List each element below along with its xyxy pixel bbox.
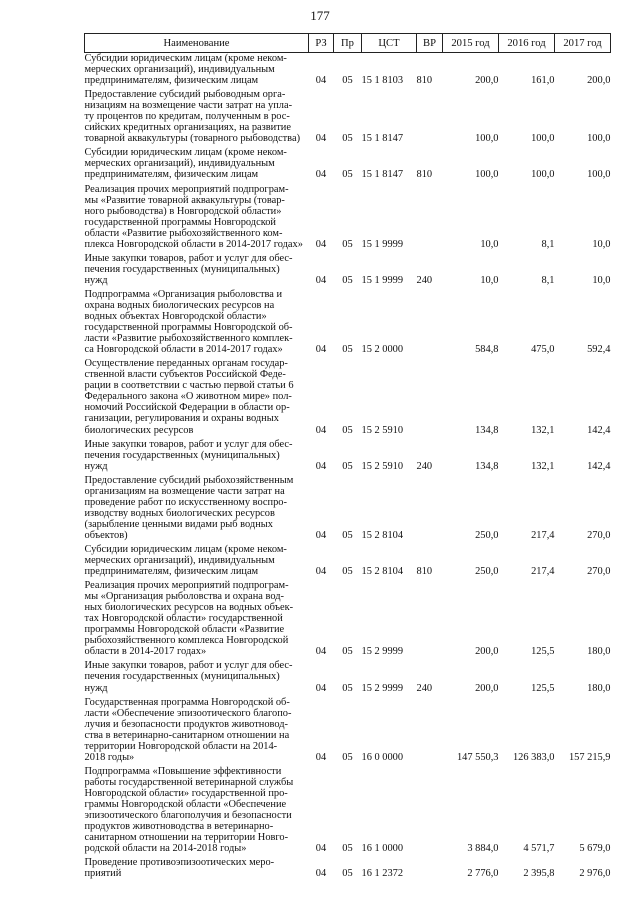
header-rz: РЗ [309, 34, 334, 53]
row-cst: 15 2 5910 [361, 460, 404, 472]
row-name-line: ту процентов по кредитам, полученным в рос- [84, 111, 290, 123]
row-name-line: са Новгородской области в 2014-2017 годах» [84, 344, 283, 356]
row-name-line: государственной программы Новгородской [84, 216, 276, 228]
row-2015: 2 776,0 [467, 868, 499, 880]
row-name-line: 2018 годы» [84, 751, 135, 763]
row-rz: 04 [315, 274, 327, 286]
row-name [85, 53, 309, 90]
row-2016: 4 571,7 [523, 843, 555, 855]
row-name-line: номочий Российской Федерации в области ор- [84, 402, 290, 414]
header-2017: 2017 год [555, 34, 611, 53]
row-2017: 10,0 [592, 238, 611, 250]
page-number: 177 [310, 8, 330, 23]
row-name-line: нужд [84, 682, 108, 694]
table-row [85, 544, 611, 580]
row-pr: 05 [342, 274, 353, 286]
row-name-line: объектов) [84, 529, 128, 541]
row-cst: 15 1 8147 [361, 169, 404, 181]
row-rz: 04 [315, 169, 327, 181]
row-2016: 8,1 [541, 274, 555, 286]
table-row [85, 358, 611, 438]
row-pr: 05 [342, 460, 353, 472]
row-vr [417, 358, 443, 438]
row-name-line: мерческих организаций), индивидуальным [84, 64, 275, 76]
row-2017: 142,4 [587, 424, 611, 436]
table-row [85, 660, 611, 696]
row-rz: 04 [315, 424, 327, 436]
row-cst: 15 1 9999 [361, 238, 404, 250]
table-row [85, 580, 611, 660]
row-name-line: мы «Развитие товарной аквакультуры (товар- [84, 194, 285, 206]
row-rz: 04 [315, 238, 327, 250]
row-pr: 05 [342, 566, 353, 578]
row-2016: 475,0 [531, 344, 555, 356]
row-rz: 04 [315, 344, 327, 356]
row-name-line: Иные закупки товаров, работ и услуг для обес- [84, 252, 293, 264]
row-name-line: мы «Организация рыболовства и охрана вод- [84, 591, 284, 603]
row-name-line: программы Новгородской области «Развитие [84, 624, 285, 636]
row-2017: 10,0 [592, 274, 611, 286]
row-name-line: ственной власти субъектов Российской Феде- [84, 369, 286, 381]
row-pr: 05 [342, 843, 353, 855]
row-cst: 16 0 0000 [361, 751, 404, 763]
row-2015: 100,0 [475, 169, 499, 181]
row-vr [417, 766, 443, 857]
row-pr: 05 [342, 751, 353, 763]
table-row [85, 766, 611, 857]
row-rz: 04 [315, 460, 327, 472]
row-pr: 05 [342, 133, 353, 145]
row-2017: 180,0 [587, 646, 611, 658]
header-vr: ВР [417, 34, 443, 53]
row-name-line: (зарыбление ценными видами рыб водных [84, 518, 273, 530]
row-vr [417, 289, 443, 358]
row-name-line: Подпрограмма «Повышение эффективности [84, 765, 282, 777]
row-2016: 217,4 [531, 529, 555, 541]
row-name-line: Подпрограмма «Организация рыболовства и [84, 288, 283, 300]
table-row [85, 147, 611, 183]
row-name [85, 89, 309, 147]
header-pr: Пр [334, 34, 362, 53]
row-name [85, 766, 309, 857]
row-rz: 04 [315, 133, 327, 145]
row-name-line: предпринимателям, физическим лицам [84, 169, 259, 181]
row-2015: 10,0 [480, 238, 499, 250]
row-2016: 100,0 [531, 133, 555, 145]
row-2015: 250,0 [475, 566, 499, 578]
row-vr [417, 184, 443, 253]
row-cst: 16 1 0000 [361, 843, 404, 855]
row-2017: 157 215,9 [568, 751, 611, 763]
row-2017: 592,4 [587, 344, 611, 356]
row-name-line: области «Развитие рыбохозяйственного ком- [84, 227, 283, 239]
row-cst: 15 2 0000 [361, 344, 404, 356]
row-name-line: нужд [84, 460, 108, 472]
row-name-line: Субсидии юридическим лицам (кроме неком- [84, 543, 287, 555]
row-name-line: рации в соответствии с частью первой статьи 6 [84, 380, 294, 392]
row-2016: 217,4 [531, 566, 555, 578]
row-name-line: ства в ветеринарно-санитарном отношении на [84, 729, 290, 741]
row-name [85, 289, 309, 358]
row-name [85, 475, 309, 544]
row-name-line: Субсидии юридическим лицам (кроме неком- [84, 147, 287, 159]
row-name-line: санитарном отношении на территории Новго- [84, 832, 289, 844]
row-name [85, 544, 309, 580]
row-name [85, 857, 309, 882]
row-2016: 132,1 [531, 460, 555, 472]
row-name-line: изводству водных биологических ресурсов [84, 507, 275, 519]
row-2015: 200,0 [475, 682, 499, 694]
table-row [85, 857, 611, 882]
row-name-line: сийских кредитных организациях, на развитие [84, 122, 291, 134]
budget-table [84, 33, 611, 882]
row-rz: 04 [315, 566, 327, 578]
row-name-line: родской области на 2014-2018 годы» [84, 843, 247, 855]
table-row [85, 89, 611, 147]
row-name-line: граммы Новгородской области «Обеспечение [84, 799, 287, 810]
header-name: Наименование [85, 34, 309, 53]
row-name-line: ласти «Развитие рыбохозяйственного комплек- [84, 333, 293, 345]
table-row [85, 289, 611, 358]
row-name-line: водных объектах Новгородской области» [84, 311, 267, 323]
row-pr: 05 [342, 646, 353, 658]
row-2015: 200,0 [475, 75, 499, 87]
row-name [85, 439, 309, 475]
row-pr: 05 [342, 75, 353, 87]
row-vr: 240 [416, 682, 433, 694]
row-name [85, 147, 309, 183]
row-2015: 3 884,0 [467, 843, 499, 855]
row-name-line: нужд [84, 274, 108, 286]
row-2016: 161,0 [531, 75, 555, 87]
row-2015: 200,0 [475, 646, 499, 658]
table-row [85, 439, 611, 475]
row-name-line: низациям на возмещение части затрат на упла- [84, 100, 293, 112]
row-name-line: печения государственных (муниципальных) [84, 263, 280, 275]
row-2017: 100,0 [587, 133, 611, 145]
table-row [85, 53, 611, 90]
row-2016: 125,5 [531, 646, 555, 658]
row-name-line: приятий [84, 868, 122, 880]
row-name-line: предпринимателям, физическим лицам [84, 566, 259, 578]
row-cst: 15 2 5910 [361, 424, 404, 436]
row-name-line: Предоставление субсидий рыбоводным орга- [84, 89, 286, 101]
row-vr [417, 580, 443, 660]
header-2016: 2016 год [499, 34, 555, 53]
row-2017: 142,4 [587, 460, 611, 472]
header-2015: 2015 год [443, 34, 499, 53]
row-pr: 05 [342, 682, 353, 694]
row-name [85, 697, 309, 766]
row-2017: 200,0 [587, 75, 611, 87]
row-2015: 134,8 [475, 460, 499, 472]
row-name-line: мерческих организаций), индивидуальным [84, 158, 275, 170]
row-name [85, 660, 309, 696]
row-cst: 15 2 8104 [361, 566, 404, 578]
row-vr [417, 89, 443, 147]
header-cst: ЦСТ [362, 34, 417, 53]
row-vr: 810 [416, 169, 433, 181]
row-vr: 810 [416, 566, 433, 578]
row-2015: 584,8 [475, 344, 499, 356]
row-rz: 04 [315, 843, 327, 855]
row-2017: 2 976,0 [579, 868, 611, 880]
table-row [85, 253, 611, 289]
row-2016: 2 395,8 [523, 868, 555, 880]
row-2017: 5 679,0 [579, 843, 611, 855]
row-name [85, 358, 309, 438]
row-pr: 05 [342, 424, 353, 436]
row-rz: 04 [315, 682, 327, 694]
row-name-line: Предоставление субсидий рыбохозяйственным [84, 474, 294, 486]
row-vr: 240 [416, 460, 433, 472]
row-2016: 126 383,0 [512, 751, 555, 763]
row-vr: 240 [416, 274, 433, 286]
row-pr: 05 [342, 238, 353, 250]
row-name-line: Новгородской области» государственной про- [84, 787, 288, 799]
row-2015: 10,0 [480, 274, 499, 286]
row-name [85, 253, 309, 289]
row-rz: 04 [315, 646, 327, 658]
table-row [85, 475, 611, 544]
row-2015: 250,0 [475, 529, 499, 541]
row-name-line: организациям на возмещение части затрат на [84, 485, 285, 497]
row-vr [417, 857, 443, 882]
row-name-line: проведение работ по искусственному воспро- [84, 496, 287, 508]
table-row [85, 697, 611, 766]
row-name-line: тах Новгородской области» государственной [84, 613, 283, 625]
row-name-line: рыбохозяйственного комплекса Новгородской [84, 635, 289, 647]
header-row [85, 34, 611, 53]
row-cst: 15 2 9999 [361, 646, 404, 658]
row-name-line: ганизации, регулирования и охраны водных [84, 413, 279, 425]
row-vr [417, 697, 443, 766]
row-vr [417, 475, 443, 544]
row-name-line: лучия и безопасности продуктов животновод- [84, 718, 288, 730]
row-pr: 05 [342, 344, 353, 356]
row-name-line: ных биологических ресурсов на водных объек- [84, 602, 294, 614]
row-name-line: охрана водных биологических ресурсов на [84, 299, 275, 311]
row-name-line: Иные закупки товаров, работ и услуг для обес- [84, 660, 293, 672]
row-rz: 04 [315, 868, 327, 880]
row-name-line: ного рыбоводства) в Новгородской области» [84, 205, 282, 217]
row-name-line: печения государственных (муниципальных) [84, 671, 280, 683]
row-2016: 125,5 [531, 682, 555, 694]
row-pr: 05 [342, 868, 353, 880]
row-rz: 04 [315, 529, 327, 541]
row-name-line: работы государственной ветеринарной службы [84, 776, 294, 788]
row-pr: 05 [342, 169, 353, 181]
table-row [85, 184, 611, 253]
row-name-line: Проведение противоэпизоотических меро- [84, 857, 275, 869]
row-name-line: ласти «Обеспечение эпизоотического благопо- [84, 707, 292, 719]
row-name-line: Реализация прочих мероприятий подпрограм- [84, 183, 289, 195]
row-name [85, 184, 309, 253]
row-name-line: эпизоотического благополучия и безопасности [84, 810, 292, 822]
row-name-line: Осуществление переданных органам государ- [84, 358, 288, 370]
row-2015: 134,8 [475, 424, 499, 436]
row-2015: 147 550,3 [456, 751, 499, 763]
row-2016: 132,1 [531, 424, 555, 436]
row-2017: 100,0 [587, 169, 611, 181]
row-pr: 05 [342, 529, 353, 541]
row-2016: 100,0 [531, 169, 555, 181]
row-cst: 15 2 8104 [361, 529, 404, 541]
row-cst: 15 1 9999 [361, 274, 404, 286]
row-name-line: Субсидии юридическим лицам (кроме неком- [84, 53, 287, 64]
row-vr: 810 [416, 75, 433, 87]
row-name-line: Иные закупки товаров, работ и услуг для обес- [84, 438, 293, 450]
row-name-line: территории Новгородской области на 2014- [84, 740, 278, 752]
row-rz: 04 [315, 751, 327, 763]
row-name-line: государственной программы Новгородской об- [84, 322, 293, 334]
row-name-line: Реализация прочих мероприятий подпрограм- [84, 580, 289, 592]
row-name-line: области в 2014-2017 годах» [84, 646, 207, 658]
row-cst: 15 2 9999 [361, 682, 404, 694]
row-2017: 270,0 [587, 566, 611, 578]
row-2016: 8,1 [541, 238, 555, 250]
row-name-line: товарной аквакультуры (товарного рыбоводства) [84, 133, 301, 145]
row-cst: 15 1 8147 [361, 133, 404, 145]
row-name-line: Федерального закона «О животном мире» пол- [84, 391, 292, 403]
row-cst: 15 1 8103 [361, 75, 404, 87]
row-2017: 180,0 [587, 682, 611, 694]
row-name-line: мерческих организаций), индивидуальным [84, 555, 275, 567]
row-name-line: продуктов животноводства в ветеринарно- [84, 821, 274, 833]
row-name-line: плекса Новгородской области в 2014-2017 годах» [84, 238, 303, 250]
row-name-line: печения государственных (муниципальных) [84, 449, 280, 461]
row-2017: 270,0 [587, 529, 611, 541]
row-name-line: предпринимателям, физическим лицам [84, 75, 259, 87]
row-2015: 100,0 [475, 133, 499, 145]
row-name-line: биологических ресурсов [84, 424, 194, 436]
row-cst: 16 1 2372 [361, 868, 404, 880]
row-rz: 04 [315, 75, 327, 87]
row-name-line: Государственная программа Новгородской об- [84, 696, 290, 708]
row-name [85, 580, 309, 660]
